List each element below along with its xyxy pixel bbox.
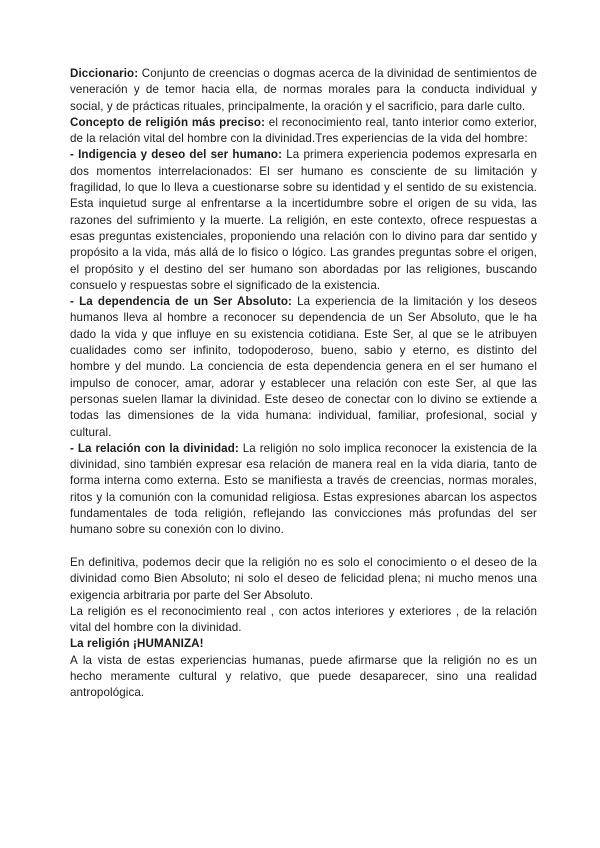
paragraph-lead-indigencia: - Indigencia y deseo del ser humano: [70, 148, 283, 162]
paragraph-body-a-la-vista: A la vista de estas experiencias humanas, puede afirmarse que la religión no es un hecho meramente cultural y relativo, que puede desaparecer, sino una realidad antropológica. [70, 653, 537, 700]
paragraph-body-indigencia: La primera experiencia podemos expresarla en dos momentos interrelacionados: El ser humano es consciente de su limitación y fragilidad, lo que lo lleva a cuestionarse sobre su identidad y el sentido de su existencia. Esta inquietud surge al enfrentarse a la incertidumbre sobre el origen de su vida, las razones del sufrimiento y la muerte. La religión, en este contexto, ofrece respuestas a esas preguntas existenciales, proponiendo una relación con lo divino para dar sentido y propósito a la vida, más allá de lo fisico o lógico. Las grandes preguntas sobre el origen, el propósito y el destino del ser humano son abordadas por las religiones, buscando consuelo y respuestas sobre el significado de la existencia. [70, 148, 537, 292]
paragraph-body-relacion: La religión no solo implica reconocer la existencia de la divinidad, sino también expresar esa relación de manera real en la vida diaria, tanto de forma interna como externa. Esto se manifiesta a través de creencias, normas morales, ritos y la comunión con la comunidad religiosa. Estas expresiones abarcan los aspectos fundamentales de toda religión, reflejando las convicciones más profundas del ser humano sobre su conexión con lo divino. [70, 441, 537, 537]
paragraph-body-dependencia: La experiencia de la limitación y los deseos humanos lleva al hombre a reconocer su dependencia de un Ser Absoluto, que le ha dado la vida y que influye en su existencia cotidiana. Este Ser, al que se le atribuyen cualidades como ser infinito, todopoderoso, bueno, sabio y eterno, es distinto del hombre y del mundo. La conciencia de esta dependencia genera en el ser humano el impulso de conocer, amar, adorar y establecer una relación con este Ser, al que las personas suelen llamar la divinidad. Este deseo de conectar con lo divino se extiende a todas las dimensiones de la vida humana: individual, familiar, profesional, social y cultural. [70, 295, 538, 439]
paragraph-dependencia [70, 294, 537, 441]
paragraph-lead-dependencia: - La dependencia de un Ser Absoluto: [70, 295, 292, 309]
paragraph-lead-concepto: Concepto de religión más preciso: [70, 115, 266, 129]
paragraph-body-la-religion-es: La religión es el reconocimiento real , con actos interiores y exteriores , de la relación vital del hombre con la divinidad. [70, 604, 537, 635]
paragraph-en-definitiva [70, 555, 537, 604]
heading-la-religion-humaniza [70, 636, 537, 652]
paragraph-relacion [70, 441, 537, 539]
paragraph-body-diccionario: Conjunto de creencias o dogmas acerca de la divinidad de sentimientos de veneración y de temor hacia ella, de normas morales para la conducta individual y social, y de prácticas rituales, principalmente, la oración y el sacrificio, para darle culto. [70, 67, 537, 113]
paragraph-indigencia [70, 147, 537, 294]
paragraph-body-concepto: el reconocimiento real, tanto interior como exterior, de la relación vital del hombre con la divinidad.Tres experiencias de la vida del hombre: [70, 115, 537, 146]
paragraph-lead-relacion: - La relación con la divinidad: [70, 441, 239, 455]
paragraph-body-en-definitiva: En definitiva, podemos decir que la religión no es solo el conocimiento o el deseo de la divinidad como Bien Absoluto; ni solo el deseo de felicidad plena; ni mucho menos una exigencia arbitraria por parte del Ser Absoluto. [70, 555, 537, 602]
paragraph-diccionario [70, 66, 537, 115]
paragraph-a-la-vista [70, 653, 537, 702]
text-block [70, 66, 537, 702]
paragraph-la-religion-es [70, 604, 537, 637]
paragraph-concepto [70, 115, 537, 148]
paragraph-lead-diccionario: Diccionario: [70, 67, 139, 80]
heading-la-religion-humaniza-text: La religión ¡HUMANIZA! [70, 637, 204, 651]
